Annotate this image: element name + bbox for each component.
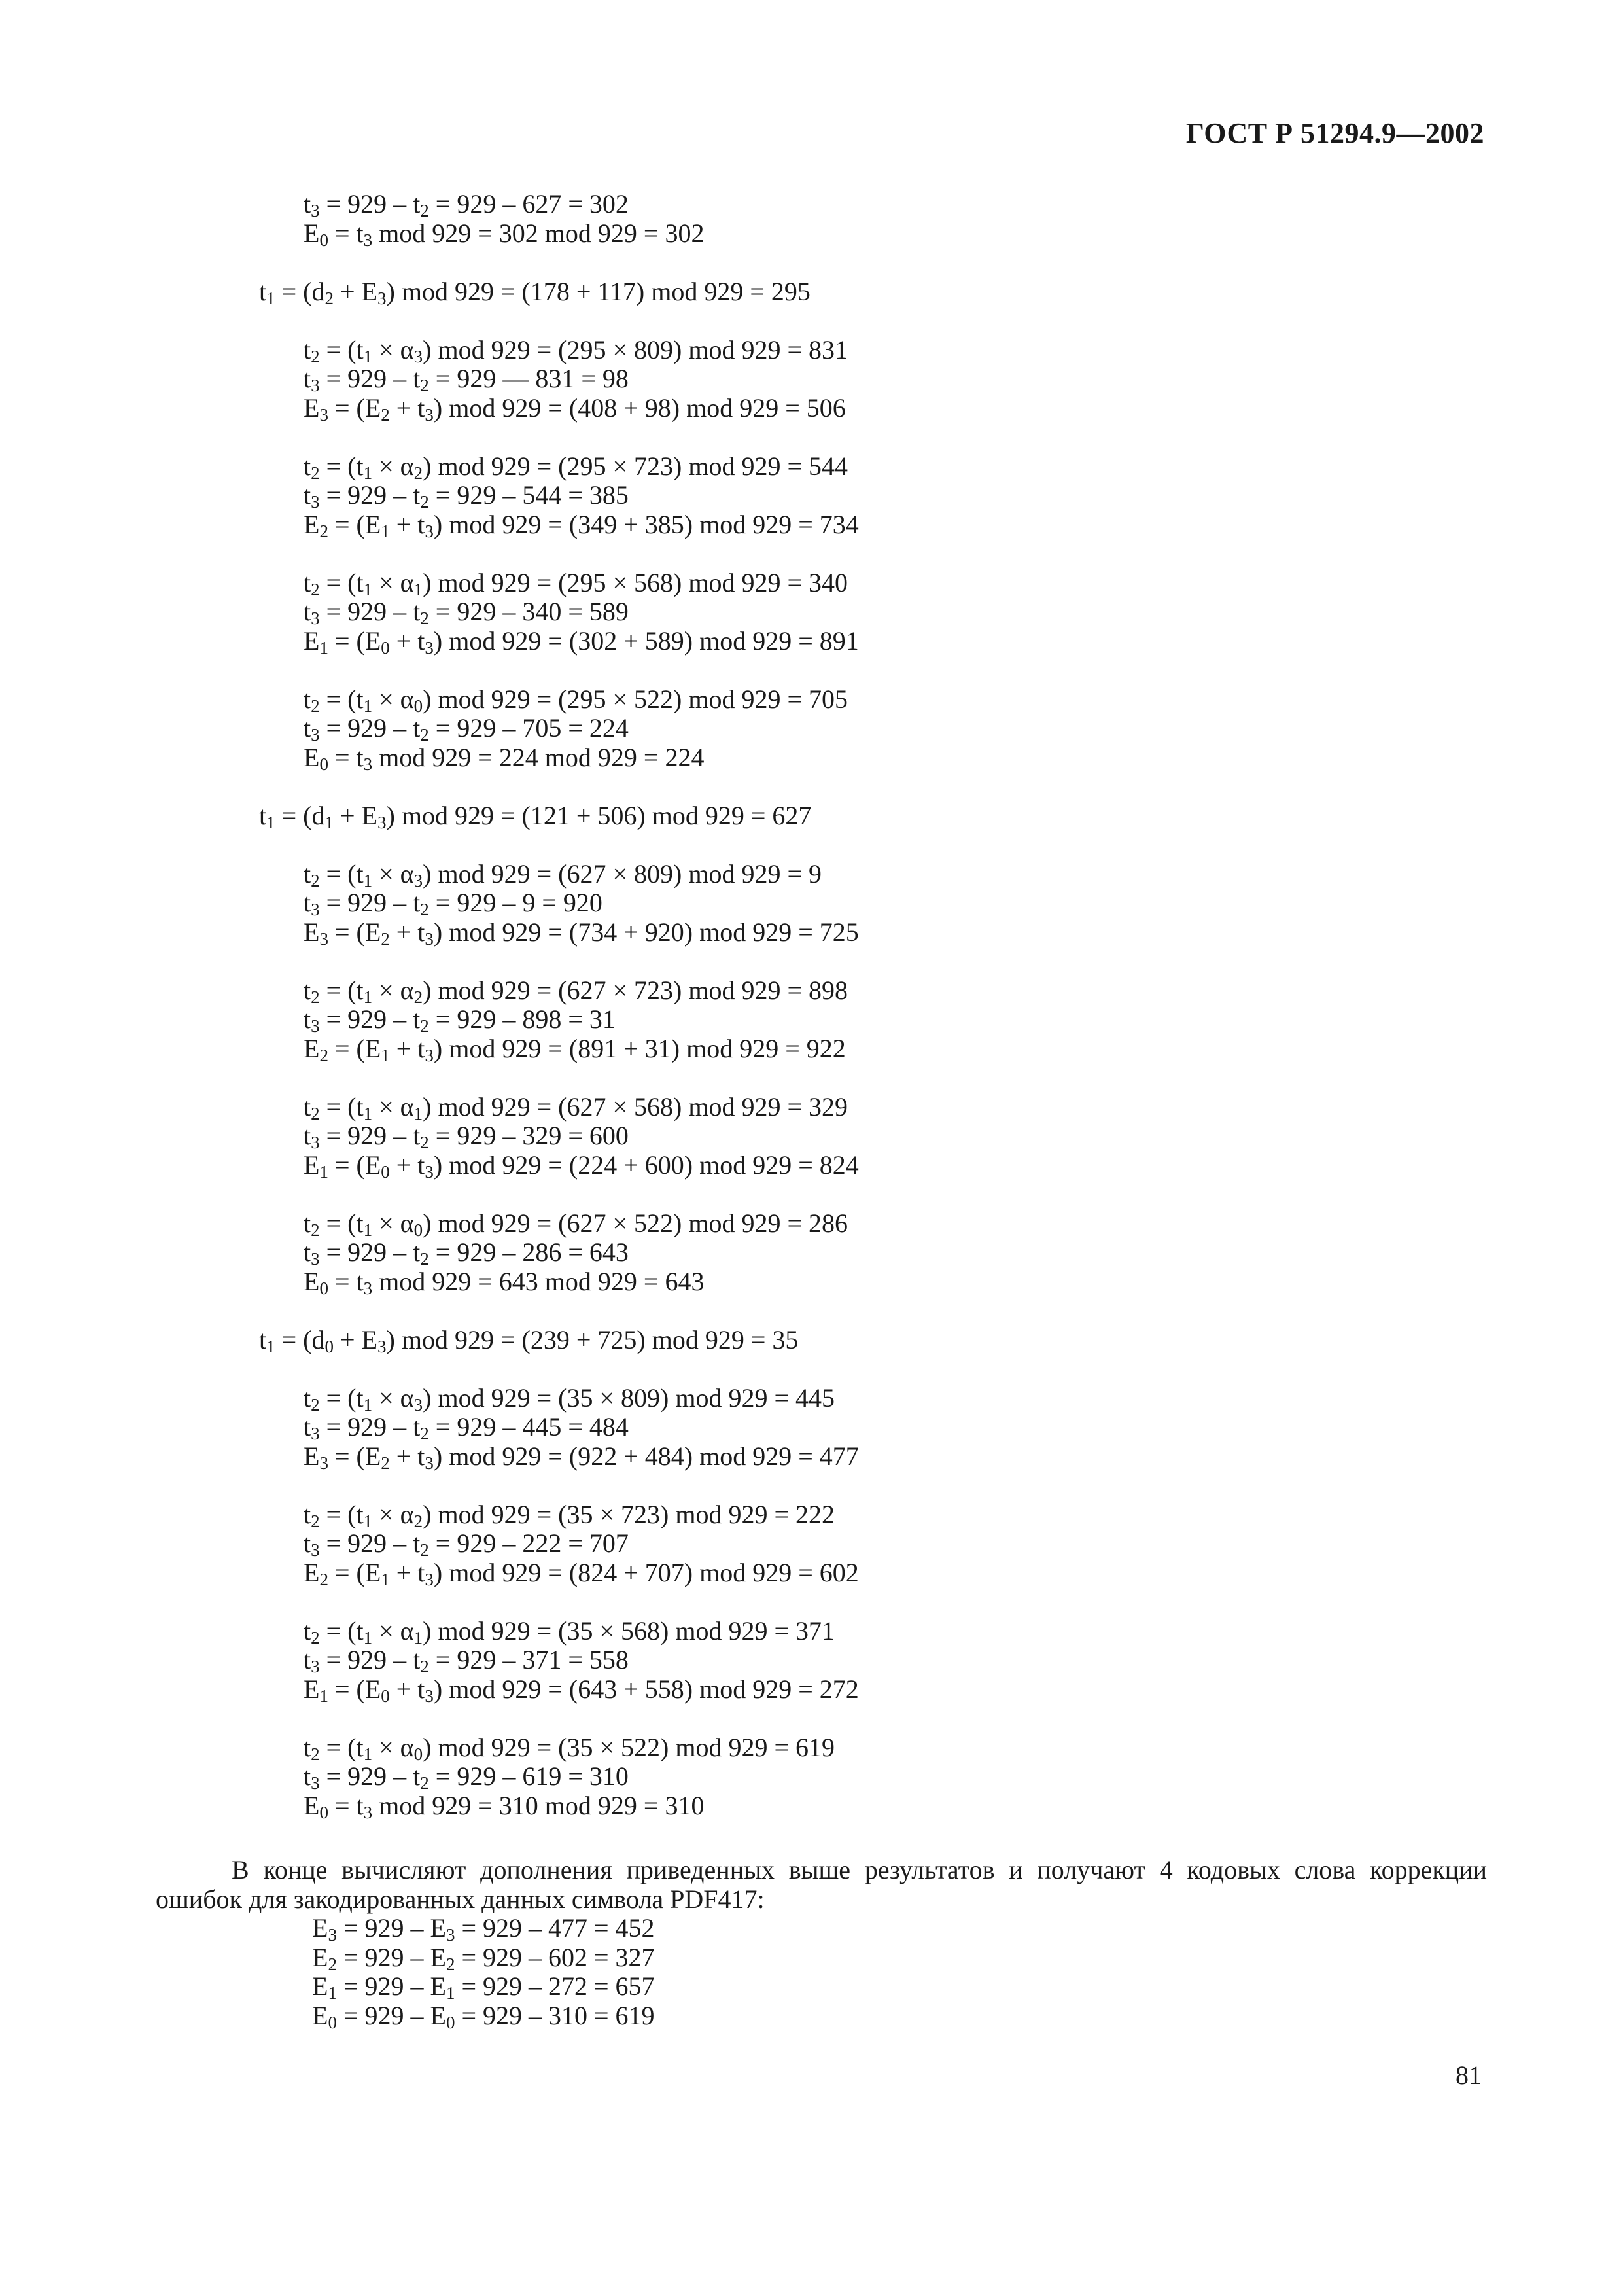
equation-line: $t_3 = 929 - t_2 = 929 - 329 = 600$ — [304, 1121, 629, 1152]
conclusion-text: В конце вычисляют дополнения приведенных выше результатов и получают 4 кодовых слова коррекции ошибок для закодированных данных символа PDF417: — [156, 1855, 1487, 1914]
equation-line: $t_2 = (t_1 \times \alpha_2)$ mod 929 = (295 × 723) mod 929 = 544 — [304, 451, 848, 483]
equation-line: $t_2 = (t_1 \times \alpha_1)$ mod 929 = (295 × 568) mod 929 = 340 — [304, 567, 848, 599]
line-spacer — [0, 306, 1623, 336]
equation-t1-line: $t_1 = (d_2 + E_3)$ mod 929 = (178 + 117) mod 929 = 295 — [259, 276, 811, 308]
final-codeword-line: $E_3 = 929 - E_3 = 929 - 477 = 452$ — [312, 1913, 655, 1945]
line-spacer — [0, 1704, 1623, 1733]
equation-t1-line: $t_1 = (d_1 + E_3)$ mod 929 = (121 + 506) mod 929 = 627 — [259, 800, 812, 832]
equation-line: $t_3 = 929 - t_2 = 929 - 222 = 707$ — [304, 1528, 629, 1560]
calculation-block — [0, 190, 1623, 1820]
line-spacer — [0, 656, 1623, 685]
line-spacer — [0, 1471, 1623, 1500]
equation-line: $t_2 = (t_1 \times \alpha_0)$ mod 929 = (295 × 522) mod 929 = 705 — [304, 684, 848, 716]
equation-line: $t_3 = 929 - t_2 = 929 - 9 = 920$ — [304, 888, 602, 919]
equation-line: $t_2 = (t_1 \times \alpha_3)$ mod 929 = (35 × 809) mod 929 = 445 — [304, 1383, 835, 1415]
equation-line: $t_3 = 929 - t_2 = 929 - 619 = 310$ — [304, 1761, 629, 1793]
equation-line: $E_0 = t_3$ mod 929 = 310 mod 929 = 310 — [304, 1790, 705, 1822]
equation-line: $t_3 = 929 - t_2 = 929 - 627 = 302$ — [304, 189, 629, 221]
line-spacer — [0, 1180, 1623, 1209]
equation-line: $t_3 = 929 - t_2 = 929 - 898 = 31$ — [304, 1004, 616, 1036]
equation-line: $E_2 = (E_1 + t_3)$ mod 929 = (824 + 707) mod 929 = 602 — [304, 1557, 859, 1589]
equation-line: $t_2 = (t_1 \times \alpha_1)$ mod 929 = (627 × 568) mod 929 = 329 — [304, 1091, 848, 1123]
equation-line: $t_3 = 929 - t_2 = 929 - 340 = 589$ — [304, 597, 629, 628]
line-spacer — [0, 830, 1623, 860]
equation-line: $t_3 = 929 - t_2 = 929 - 544 = 385$ — [304, 480, 629, 512]
equation-line: $t_2 = (t_1 \times \alpha_1)$ mod 929 = (35 × 568) mod 929 = 371 — [304, 1616, 835, 1648]
equation-line: $E_1 = (E_0 + t_3)$ mod 929 = (302 + 589) mod 929 = 891 — [304, 626, 859, 658]
conclusion-paragraph — [156, 1856, 1487, 1914]
equation-line: $t_2 = (t_1 \times \alpha_2)$ mod 929 = (35 × 723) mod 929 = 222 — [304, 1499, 835, 1531]
line-spacer — [0, 248, 1623, 277]
final-codeword-line: $E_0 = 929 - E_0 = 929 - 310 = 619$ — [312, 2000, 655, 2032]
equation-line: $t_2 = (t_1 \times \alpha_3)$ mod 929 = (627 × 809) mod 929 = 9 — [304, 858, 822, 891]
line-spacer — [0, 947, 1623, 976]
line-spacer — [0, 772, 1623, 802]
equation-line: $E_3 = (E_2 + t_3)$ mod 929 = (408 + 98) mod 929 = 506 — [304, 393, 846, 425]
equation-line: $E_1 = (E_0 + t_3)$ mod 929 = (224 + 600) mod 929 = 824 — [304, 1150, 859, 1182]
equation-line: $t_3 = 929 - t_2 = 929 - 371 = 558$ — [304, 1645, 629, 1676]
line-spacer — [0, 423, 1623, 452]
equation-line: $E_1 = (E_0 + t_3)$ mod 929 = (643 + 558) mod 929 = 272 — [304, 1674, 859, 1706]
final-codewords-block — [312, 1914, 655, 2030]
equation-line: $E_0 = t_3$ mod 929 = 224 mod 929 = 224 — [304, 742, 705, 774]
page-number: 81 — [1456, 2060, 1482, 2090]
equation-t1-line: $t_1 = (d_0 + E_3)$ mod 929 = (239 + 725) mod 929 = 35 — [259, 1324, 799, 1356]
equation-line: $E_0 = t_3$ mod 929 = 643 mod 929 = 643 — [304, 1266, 705, 1298]
equation-line: $E_3 = (E_2 + t_3)$ mod 929 = (734 + 920) mod 929 = 725 — [304, 917, 859, 949]
equation-line: $t_2 = (t_1 \times \alpha_0)$ mod 929 = (35 × 522) mod 929 = 619 — [304, 1732, 835, 1764]
equation-line: $t_2 = (t_1 \times \alpha_3)$ mod 929 = (295 × 809) mod 929 = 831 — [304, 334, 848, 366]
equation-line: $E_2 = (E_1 + t_3)$ mod 929 = (349 + 385) mod 929 = 734 — [304, 509, 859, 541]
line-spacer — [0, 1296, 1623, 1326]
equation-line: $E_0 = t_3$ mod 929 = 302 mod 929 = 302 — [304, 218, 705, 250]
equation-line: $t_3 = 929 - t_2 = 929$ — 831 = 98 — [304, 364, 629, 395]
equation-line: $E_3 = (E_2 + t_3)$ mod 929 = (922 + 484) mod 929 = 477 — [304, 1441, 859, 1473]
final-codeword-line: $E_2 = 929 - E_2 = 929 - 602 = 327$ — [312, 1942, 655, 1974]
document-header-title: ГОСТ Р 51294.9—2002 — [1185, 117, 1484, 149]
line-spacer — [0, 1063, 1623, 1093]
line-spacer — [0, 1354, 1623, 1384]
equation-line: $t_3 = 929 - t_2 = 929 - 286 = 643$ — [304, 1237, 629, 1269]
final-codeword-line: $E_1 = 929 - E_1 = 929 - 272 = 657$ — [312, 1971, 655, 2003]
equation-line: $t_3 = 929 - t_2 = 929 - 705 = 224$ — [304, 713, 629, 745]
line-spacer — [0, 1587, 1623, 1617]
equation-line: $t_3 = 929 - t_2 = 929 - 445 = 484$ — [304, 1412, 629, 1443]
line-spacer — [0, 539, 1623, 569]
equation-line: $E_2 = (E_1 + t_3)$ mod 929 = (891 + 31) mod 929 = 922 — [304, 1033, 846, 1065]
equation-line: $t_2 = (t_1 \times \alpha_2)$ mod 929 = (627 × 723) mod 929 = 898 — [304, 975, 848, 1007]
equation-line: $t_2 = (t_1 \times \alpha_0)$ mod 929 = (627 × 522) mod 929 = 286 — [304, 1208, 848, 1240]
